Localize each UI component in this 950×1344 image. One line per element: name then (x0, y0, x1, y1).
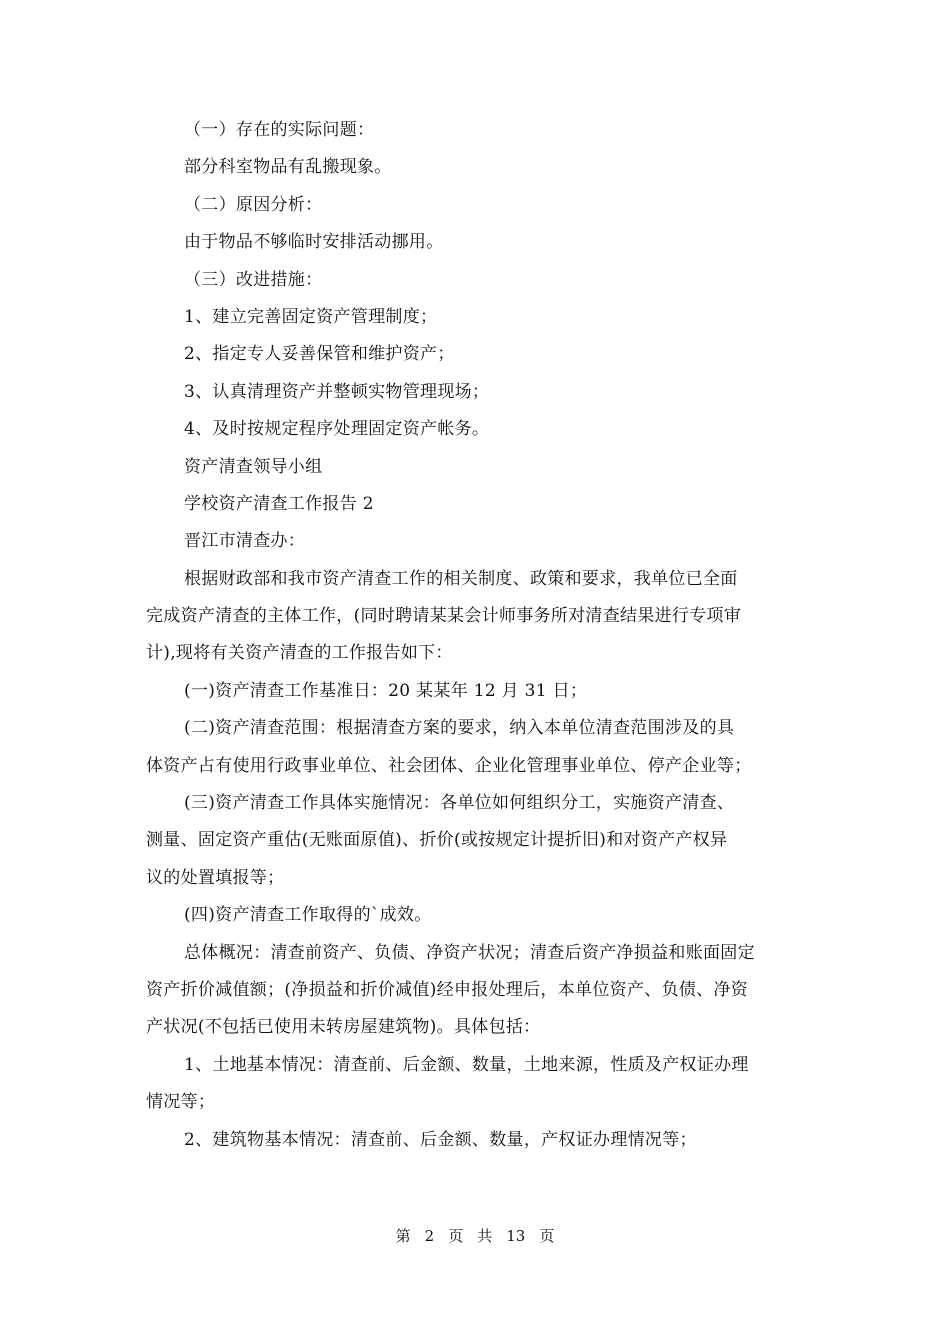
section-heading-problems: （一）存在的实际问题： (184, 120, 375, 140)
page-footer (0, 1226, 950, 1246)
current-page-number: 2 (424, 1227, 435, 1245)
paragraph-line: 测量、固定资产重估(无账面原值)、折价(或按规定计提折旧)和对资产产权异 (146, 830, 728, 851)
total-page-count: 13 (506, 1227, 526, 1245)
list-item: 2、指定专人妥善保管和维护资产； (184, 344, 455, 365)
paragraph-line: 根据财政部和我市资产清查工作的相关制度、政策和要求，我单位已全面 (184, 568, 738, 589)
document-body (146, 112, 812, 1159)
paragraph-line: (二)资产清查范围：根据清查方案的要求，纳入本单位清查范围涉及的具 (184, 718, 735, 739)
list-item: 1、建立完善固定资产管理制度； (184, 306, 438, 327)
list-item: 3、认真清理资产并整顿实物管理现场； (184, 381, 490, 402)
paragraph-line: 计),现将有关资产清查的工作报告如下： (146, 643, 453, 664)
paragraph-line: 资产折价减值额；(净损益和折价减值)经申报处理后，本单位资产、负债、净资 (146, 979, 749, 1000)
paragraph-line: 产状况(不包括已使用未转房屋建筑物)。具体包括： (146, 1017, 541, 1038)
addressee-line: 晋江市清查办： (184, 531, 306, 552)
footer-word: 共 (477, 1227, 493, 1245)
section-heading-measures: （三）改进措施： (184, 269, 323, 290)
footer-word: 页 (539, 1227, 555, 1245)
section-heading-causes: （二）原因分析： (184, 194, 323, 215)
paragraph-line: 情况等； (146, 1092, 216, 1113)
paragraph-line: 总体概况：清查前资产、负债、净资产状况；清查后资产净损益和账面固定 (184, 942, 755, 963)
paragraph-line: 2、建筑物基本情况：清查前、后金额、数量，产权证办理情况等； (184, 1129, 697, 1150)
footer-word: 页 (448, 1227, 464, 1245)
paragraph-line: (四)资产清查工作取得的`成效。 (184, 905, 432, 926)
footer-word: 第 (395, 1227, 411, 1245)
paragraph-line: 由于物品不够临时安排活动挪用。 (184, 232, 444, 253)
paragraph-line: 完成资产清查的主体工作，(同时聘请某某会计师事务所对清查结果进行专项审 (146, 606, 742, 627)
paragraph-line: 部分科室物品有乱搬现象。 (184, 157, 392, 178)
paragraph-line: 1、土地基本情况：清查前、后金额、数量，土地来源，性质及产权证办理 (184, 1054, 749, 1075)
paragraph-line: (一)资产清查工作基准日：20 某某年 12 月 31 日； (184, 680, 588, 701)
paragraph-line: 体资产占有使用行政事业单位、社会团体、企业化管理事业单位、停产企业等； (146, 755, 752, 776)
report-title: 学校资产清查工作报告 2 (184, 493, 374, 514)
paragraph-line: (三)资产清查工作具体实施情况：各单位如何组织分工，实施资产清查、 (184, 793, 735, 814)
signature-line: 资产清查领导小组 (184, 456, 323, 477)
list-item: 4、及时按规定程序处理固定资产帐务。 (184, 419, 490, 440)
paragraph-line: 议的处置填报等； (146, 867, 285, 888)
